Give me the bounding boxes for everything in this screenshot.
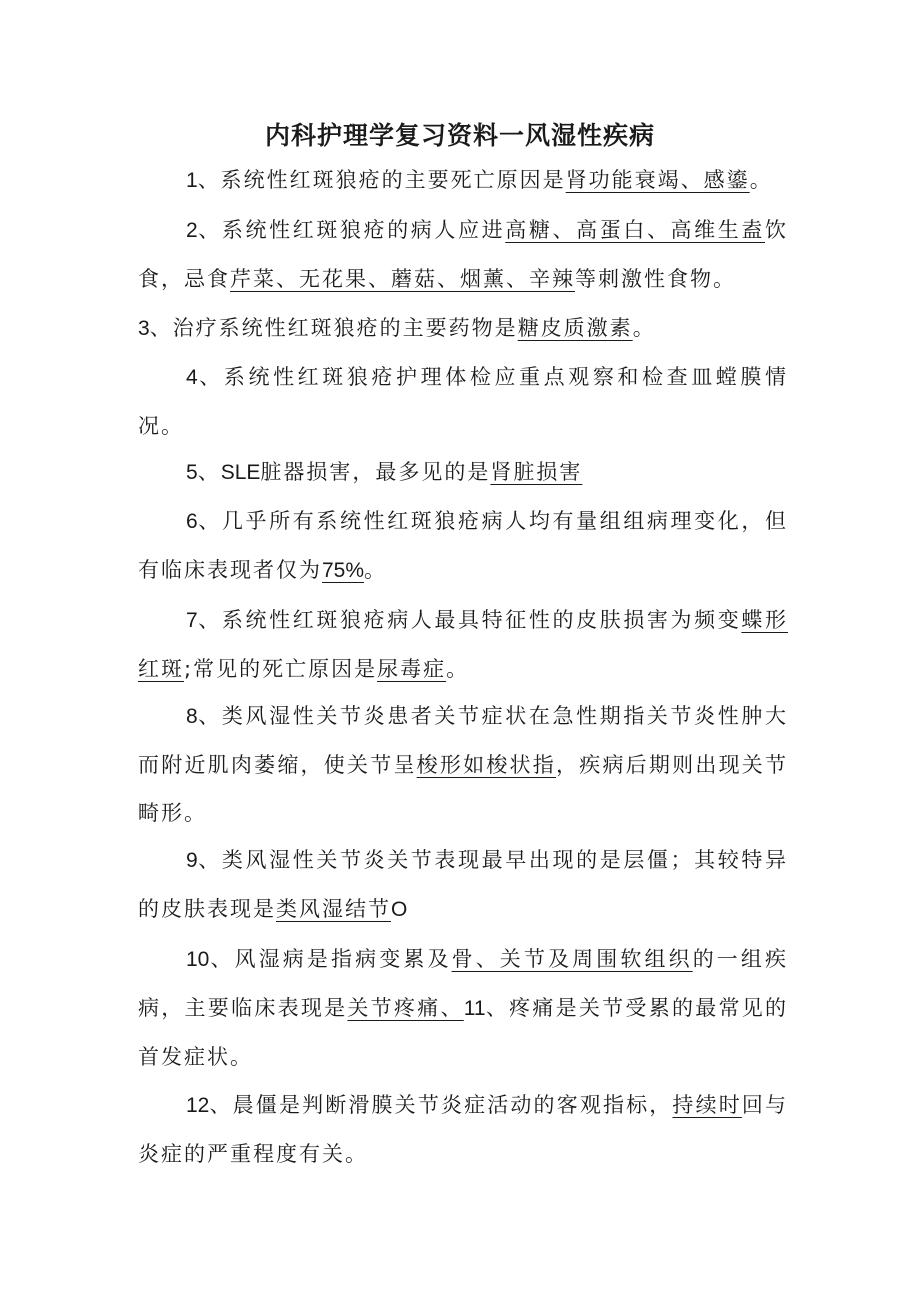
text-segment: 、系统性红斑狼疮的病人应进 [197,218,506,242]
text-segment: 。 [749,168,773,192]
underlined-answer: 糖皮质激素 [517,316,633,340]
paragraph-item [138,836,788,934]
text-segment: 、治疗系统性红斑狼疮的主要药物是 [149,316,518,340]
text-segment: O [391,898,408,921]
text-segment: 、晨僵是判断滑膜关节炎症活动的客观指标， [209,1093,673,1117]
paragraph-item [138,935,788,1081]
underlined-answer: 肾功能衰竭、感鎏 [565,168,750,192]
text-segment: 、疼痛是关节受累的最常见的首发症状。 [138,996,789,1069]
underlined-answer: 尿毒症 [377,657,447,681]
text-segment: 6 [186,510,198,533]
text-segment: 1 [186,169,198,192]
text-segment: 5 [186,461,198,484]
paragraph-item [138,692,788,837]
text-segment: 、几乎所有系统性红斑狼疮病人均有量组组病理变化，但有临床表现者仅为 [138,509,788,582]
text-segment: 。 [446,657,470,681]
text-segment: 9 [186,849,198,872]
text-segment: 4 [186,366,198,389]
text-segment: 、类风湿性关节炎患者关节症状在急性期指关节炎性肿大而附近肌肉萎缩，使关节呈 [138,704,788,777]
text-segment: 、类风湿性关节炎关节表现最早出现的是层僵；其较特异的皮肤表现是 [138,848,788,921]
underlined-answer: 持续时 [672,1093,742,1117]
text-segment: 2 [186,219,198,242]
text-segment: ，疾病后期则出现关节畸形。 [138,753,789,825]
text-segment: 、风湿病是指病变累及 [209,947,452,971]
text-segment: 8 [186,705,198,728]
paragraph-item [138,206,788,303]
underlined-answer: 梭形如梭状指 [416,753,557,777]
paragraph-item [138,1081,788,1178]
text-segment: 7 [186,609,198,632]
underlined-answer: 类风湿结节 [276,897,391,921]
text-segment: 脏器损害，最多见的是 [260,460,491,484]
text-segment: 。 [364,558,388,582]
paragraph-item [138,448,788,497]
text-segment: 饮食，忌食 [138,218,789,291]
underlined-answer: 肾脏损害 [490,460,583,484]
text-segment: ;常见的死亡原因是 [184,657,378,681]
page-title: 内科护理学复习资料一风湿性疾病 [264,121,655,150]
underlined-answer: 高糖、高蛋白、高维生盍 [505,218,766,242]
text-segment: 、系统性红斑狼疮病人最具特征性的皮肤损害为频变 [197,608,742,632]
text-segment: 回与炎症的严重程度有关。 [138,1093,789,1166]
underlined-answer: 75% [322,559,365,582]
paragraph-item [138,596,788,693]
text-segment: 、系统性红斑狼疮的主要死亡原因是 [197,168,566,192]
text-segment: 12 [186,1094,210,1117]
text-segment: 、 [197,460,221,484]
text-segment: 、系统性红斑狼疮护理体检应重点观察和检查皿螳膜情况。 [138,365,788,438]
text-segment: 11 [463,997,486,1020]
paragraph-item [138,156,788,205]
text-segment: 10 [186,948,210,971]
underlined-answer: 关节疼痛、 [347,996,464,1020]
paragraph-item [138,497,788,595]
text-segment: 3 [138,317,150,340]
underlined-answer: 骨、关节及周围软组织 [451,947,693,971]
text-segment: 等刺激性食物。 [575,267,736,291]
underlined-answer: 芹菜、无花果、蘑菇、烟薰、辛辣 [230,267,575,291]
paragraph-item [138,353,788,450]
text-segment: SLE [220,461,261,484]
text-segment: 。 [632,316,656,340]
underlined-answer: 蝶形红斑 [138,608,789,681]
paragraph-item [138,304,788,353]
text-segment: 的一组疾病，主要临床表现是 [138,947,789,1020]
